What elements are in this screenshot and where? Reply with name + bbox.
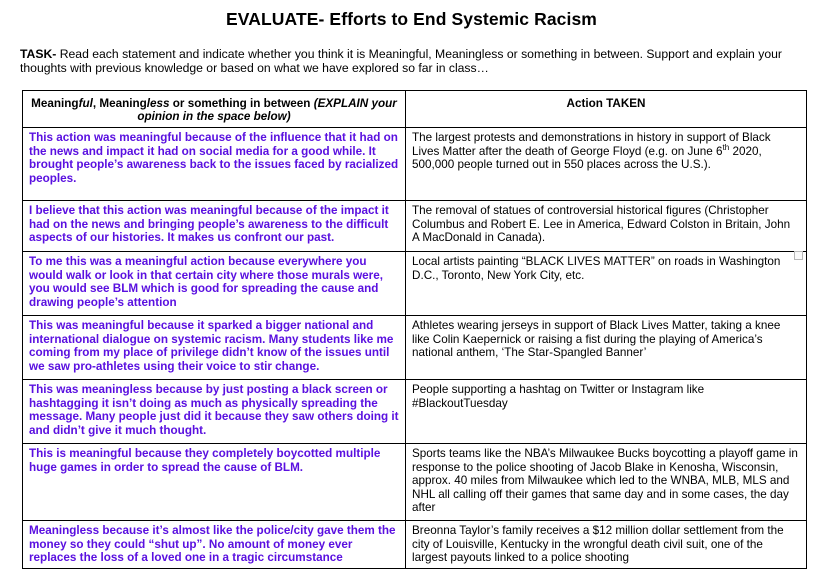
action-cell: Athletes wearing jerseys in support of Black Lives Matter, taking a knee like Colin Kaepernick or raising a fist during the playing of America’s national anthem, ‘The Star-Spangled Banner’ (406, 316, 807, 380)
page-title: EVALUATE- Efforts to End Systemic Racism (226, 9, 597, 29)
header-opinion: Meaningful, Meaningless or something in between (EXPLAIN your opinion in the space below) (23, 91, 406, 128)
opinion-cell[interactable]: I believe that this action was meaningful because of the impact it had on the news and bringing people’s awareness to the difficult aspects of our histories. It makes us confront our past. (23, 201, 406, 252)
table-row (23, 201, 807, 252)
table-row (23, 316, 807, 380)
task-label: TASK- (20, 47, 57, 61)
task-instructions (20, 47, 810, 75)
table-header-row (23, 91, 807, 128)
opinion-cell[interactable]: To me this was a meaningful action because everywhere you would walk or look in that certain city where those murals were, you would see BLM which is good for spreading the cause and drawing people’s attention (23, 252, 406, 316)
table-row (23, 252, 807, 316)
action-cell: People supporting a hashtag on Twitter or Instagram like #BlackoutTuesday (406, 380, 807, 444)
action-cell: Breonna Taylor’s family receives a $12 million dollar settlement from the city of Louisville, Kentucky in the wrongful death civil suit, one of the largest payouts linked to a police shooting (406, 521, 807, 569)
task-text: Read each statement and indicate whether you think it is Meaningful, Meaningless or something in between. Support and explain your thoughts with previous knowledge or based on what we have explored so far in class… (20, 47, 782, 75)
opinion-cell[interactable]: This is meaningful because they completely boycotted multiple huge games in order to spread the cause of BLM. (23, 444, 406, 521)
table-row (23, 444, 807, 521)
evaluation-table (22, 90, 807, 569)
table-row (23, 380, 807, 444)
opinion-cell[interactable]: This action was meaningful because of the influence that it had on the news and impact it had on social media for a good while. It brought people’s awareness back to the issues faced by racialized peoples. (23, 128, 406, 201)
opinion-cell[interactable]: This was meaningless because by just posting a black screen or hashtagging it isn’t doing as much as physically spreading the message. Many people just did it because they saw others doing it and didn’t give it much thought. (23, 380, 406, 444)
opinion-cell[interactable]: This was meaningful because it sparked a bigger national and international dialogue on systemic racism. Many students like me coming from my place of privilege didn’t know of the issues until we saw pro-athletes using their voice to stir change. (23, 316, 406, 380)
opinion-cell[interactable]: Meaningless because it’s almost like the police/city gave them the money so they could “shut up”. No amount of money ever replaces the loss of a loved one in a tragic circumstance (23, 521, 406, 569)
action-cell: Sports teams like the NBA’s Milwaukee Bucks boycotting a playoff game in response to the police shooting of Jacob Blake in Kenosha, Wisconsin, approx. 40 miles from Milwaukee which led to the WNBA, MLB, MLS and NHL all calling off their games that same day and in some cases, the day after (406, 444, 807, 521)
header-action: Action TAKEN (406, 91, 807, 128)
cell-resize-handle[interactable] (794, 251, 803, 260)
action-cell: The removal of statues of controversial historical figures (Christopher Columbus and Robert E. Lee in America, Edward Colston in Britain, John A MacDonald in Canada). (406, 201, 807, 252)
table-row (23, 521, 807, 569)
action-cell: Local artists painting “BLACK LIVES MATTER” on roads in Washington D.C., Toronto, New York City, etc. (406, 252, 807, 316)
action-cell: The largest protests and demonstrations in history in support of Black Lives Matter after the death of George Floyd (e.g. on June 6th 2020, 500,000 people turned out in 550 places across the U.S.). (406, 128, 807, 201)
table-row (23, 128, 807, 201)
